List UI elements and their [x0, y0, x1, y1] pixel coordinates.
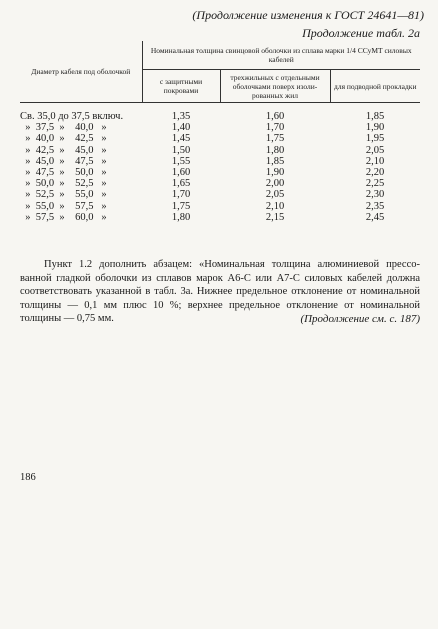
cell-three-core: 1,70 [265, 122, 285, 134]
cell-protective: 1,60 [171, 167, 191, 179]
cell-underwater: 1,90 [365, 122, 385, 134]
cell-underwater: 2,10 [365, 155, 385, 167]
cell-three-core: 1,75 [265, 133, 285, 145]
cell-diameter: » 50,0 » 52,5 » [20, 178, 107, 190]
col-header-group: Номинальная толщина свинцовой оболочки из сплава марки 1/4 ССуМТ силовых кабелей [142, 41, 420, 70]
cell-diameter: » 40,0 » 42,5 » [20, 133, 107, 145]
cell-three-core: 2,15 [265, 211, 285, 223]
cell-diameter: » 42,5 » 45,0 » [20, 144, 107, 156]
table-row [20, 189, 420, 200]
cell-diameter: » 52,5 » 55,0 » [20, 189, 107, 201]
cell-underwater: 2,35 [365, 200, 385, 212]
amendment-header: (Продолжение изменения к ГОСТ 24641—81) [192, 8, 424, 22]
cell-protective: 1,80 [171, 211, 191, 223]
table-row [20, 201, 420, 212]
cell-underwater: 2,25 [365, 178, 385, 190]
col-header-underwater: для подводной прокладки [330, 70, 420, 103]
cell-protective: 1,40 [171, 122, 191, 134]
cell-diameter: » 37,5 » 40,0 » [20, 122, 107, 134]
table-row [20, 133, 420, 144]
table-row [20, 122, 420, 133]
table-continuation-label: Продолжение табл. 2а [302, 26, 420, 40]
cell-three-core: 2,10 [265, 200, 285, 212]
cell-underwater: 1,85 [365, 111, 385, 122]
cell-protective: 1,65 [171, 178, 191, 190]
col-header-three-core: трехжильных с отдельными оболочками поверх изоли-рованных жил [220, 70, 330, 103]
table-row [20, 156, 420, 167]
table-row [20, 178, 420, 189]
cell-underwater: 2,45 [365, 211, 385, 223]
thickness-table [20, 41, 420, 223]
cell-diameter: » 55,0 » 57,5 » [20, 200, 107, 212]
cell-protective: 1,75 [171, 200, 191, 212]
table-row [20, 103, 420, 123]
table-row [20, 212, 420, 223]
cell-underwater: 2,05 [365, 144, 385, 156]
cell-diameter: » 57,5 » 60,0 » [20, 211, 107, 223]
cell-protective: 1,35 [171, 111, 191, 122]
paragraph-text: Пункт 1.2 дополнить абзацем: «Номинальная толщина алюминиевой прессо-ванной гладкой оболочки из сплавов марок А6-С или А7-С силовых кабелей должна соответствовать указанной в табл. 3а. Нижнее предельное отклонение от номинальной толщины — 0,1 мм плюс 10 %; верхнее предельное отклонение от номинальной толщины — 0,75 мм. [20, 259, 420, 324]
cell-diameter: Св. 35,0 до 37,5 включ. [20, 111, 124, 122]
cell-protective: 1,70 [171, 189, 191, 201]
col-header-protective: с защитными покровами [142, 70, 220, 103]
table-row [20, 167, 420, 178]
cell-three-core: 1,90 [265, 167, 285, 179]
cell-three-core: 1,85 [265, 155, 285, 167]
cell-three-core: 2,05 [265, 189, 285, 201]
cell-underwater: 1,95 [365, 133, 385, 145]
cell-diameter: » 45,0 » 47,5 » [20, 155, 107, 167]
continued-note: (Продолжение см. с. 187) [300, 313, 420, 325]
cell-diameter: » 47,5 » 50,0 » [20, 167, 107, 179]
cell-protective: 1,55 [171, 155, 191, 167]
table-row [20, 145, 420, 156]
cell-three-core: 2,00 [265, 178, 285, 190]
col-header-diameter: Диаметр кабеля под оболочкой [20, 41, 142, 103]
cell-underwater: 2,20 [365, 167, 385, 179]
cell-three-core: 1,60 [265, 111, 285, 122]
cell-protective: 1,50 [171, 144, 191, 156]
cell-three-core: 1,80 [265, 144, 285, 156]
page-number: 186 [20, 472, 36, 483]
cell-protective: 1,45 [171, 133, 191, 145]
cell-underwater: 2,30 [365, 189, 385, 201]
